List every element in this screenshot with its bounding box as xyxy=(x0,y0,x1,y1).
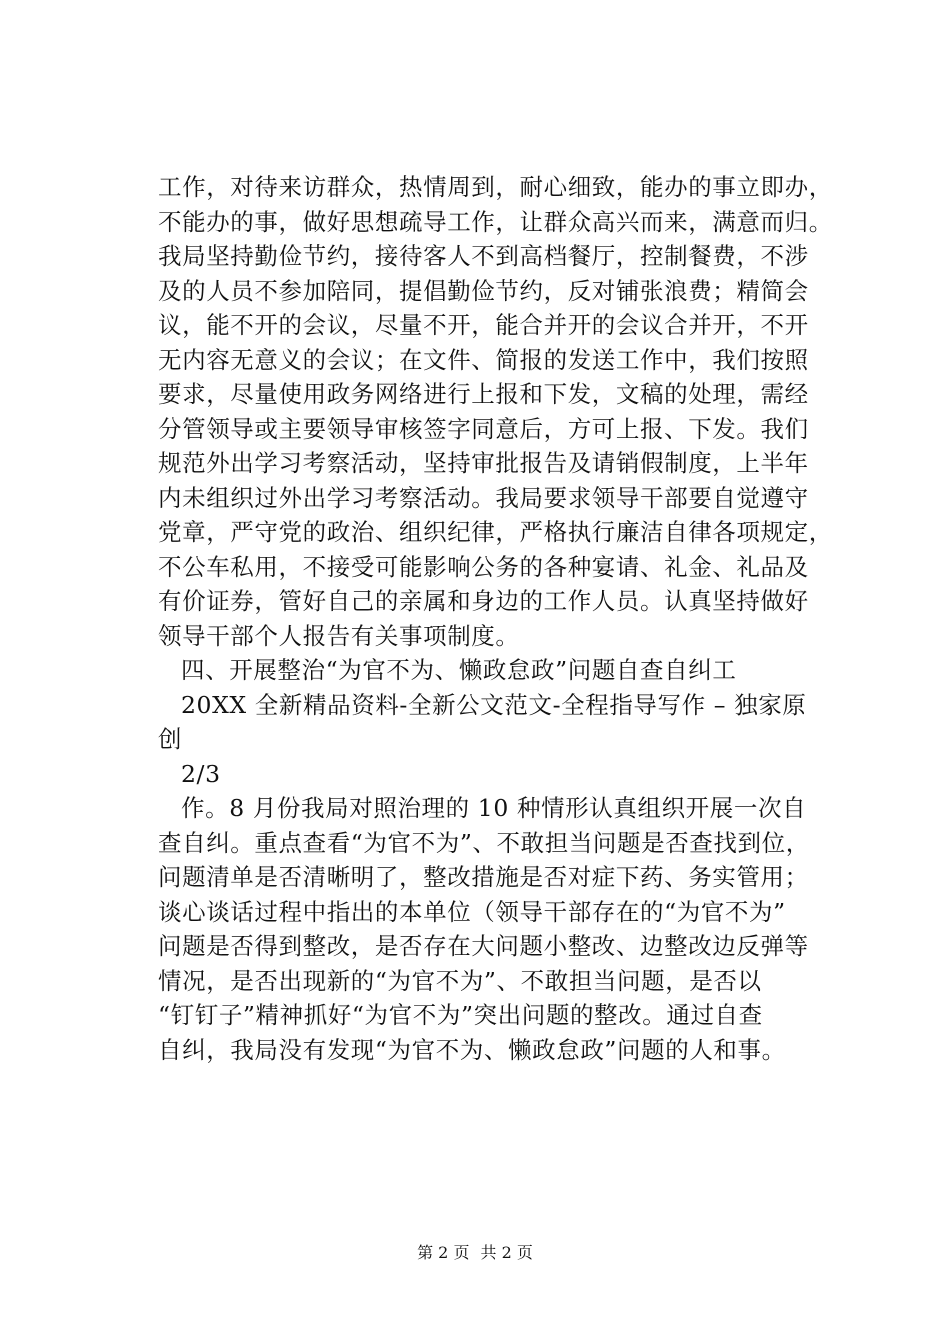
page-total: 共 2 页 xyxy=(480,1243,533,1262)
text-line: 我局坚持勤俭节约，接待客人不到高档餐厅，控制餐费，不涉 xyxy=(158,242,809,270)
text-line: 内未组织过外出学习考察活动。我局要求领导干部要自觉遵守 xyxy=(158,483,809,512)
text-line: 工作，对待来访群众，热情周到，耐心细致，能办的事立即办， xyxy=(158,173,833,201)
text-line: 谈心谈话过程中指出的本单位（领导干部存在的“为官不为” xyxy=(158,897,786,926)
text-line: 要求，尽量使用政务网络进行上报和下发，文稿的处理，需经 xyxy=(158,380,809,408)
watermark-line: 20XX 全新精品资料-全新公文范文-全程指导写作 – 独家原 xyxy=(181,690,807,719)
text-line: 查自纠。重点查看“为官不为”、不敢担当问题是否查找到位， xyxy=(158,828,810,857)
text-line: 无内容无意义的会议；在文件、简报的发送工作中，我们按照 xyxy=(158,345,809,374)
text-line: 作。8 月份我局对照治理的 10 种情形认真组织开展一次自 xyxy=(181,794,807,822)
page-number: 第 2 页 xyxy=(417,1243,470,1262)
text-line: 领导干部个人报告有关事项制度。 xyxy=(158,621,520,650)
text-line: 议，能不开的会议，尽量不开，能合并开的会议合并开，不开 xyxy=(158,311,809,339)
text-line: 创 xyxy=(158,725,183,753)
text-line: 有价证券，管好自己的亲属和身边的工作人员。认真坚持做好 xyxy=(158,587,809,615)
document-body xyxy=(158,170,858,1067)
page-marker: 2/3 xyxy=(181,759,221,788)
text-line: 自纠，我局没有发现“为官不为、懒政怠政”问题的人和事。 xyxy=(158,1035,786,1064)
text-line: 不能办的事，做好思想疏导工作，让群众高兴而来，满意而归。 xyxy=(158,207,833,236)
text-line: 问题是否得到整改，是否存在大问题小整改、边整改边反弹等 xyxy=(158,932,809,960)
page-footer xyxy=(0,1243,950,1263)
text-line: 及的人员不参加陪同，提倡勤俭节约，反对铺张浪费；精简会 xyxy=(158,276,809,305)
text-line: 分管领导或主要领导审核签字同意后，方可上报、下发。我们 xyxy=(158,414,809,443)
text-line: 情况，是否出现新的“为官不为”、不敢担当问题，是否以 xyxy=(158,966,762,995)
text-line: 不公车私用，不接受可能影响公务的各种宴请、礼金、礼品及 xyxy=(158,552,809,581)
text-line: 问题清单是否清晰明了，整改措施是否对症下药、务实管用； xyxy=(158,863,809,891)
text-line: 党章，严守党的政治、组织纪律，严格执行廉洁自律各项规定， xyxy=(158,518,833,546)
text-line: “钉钉子”精神抓好“为官不为”突出问题的整改。通过自查 xyxy=(158,1001,763,1029)
text-line: 规范外出学习考察活动，坚持审批报告及请销假制度，上半年 xyxy=(158,449,809,477)
section-heading: 四、开展整治“为官不为、懒政怠政”问题自查自纠工 xyxy=(181,656,737,684)
